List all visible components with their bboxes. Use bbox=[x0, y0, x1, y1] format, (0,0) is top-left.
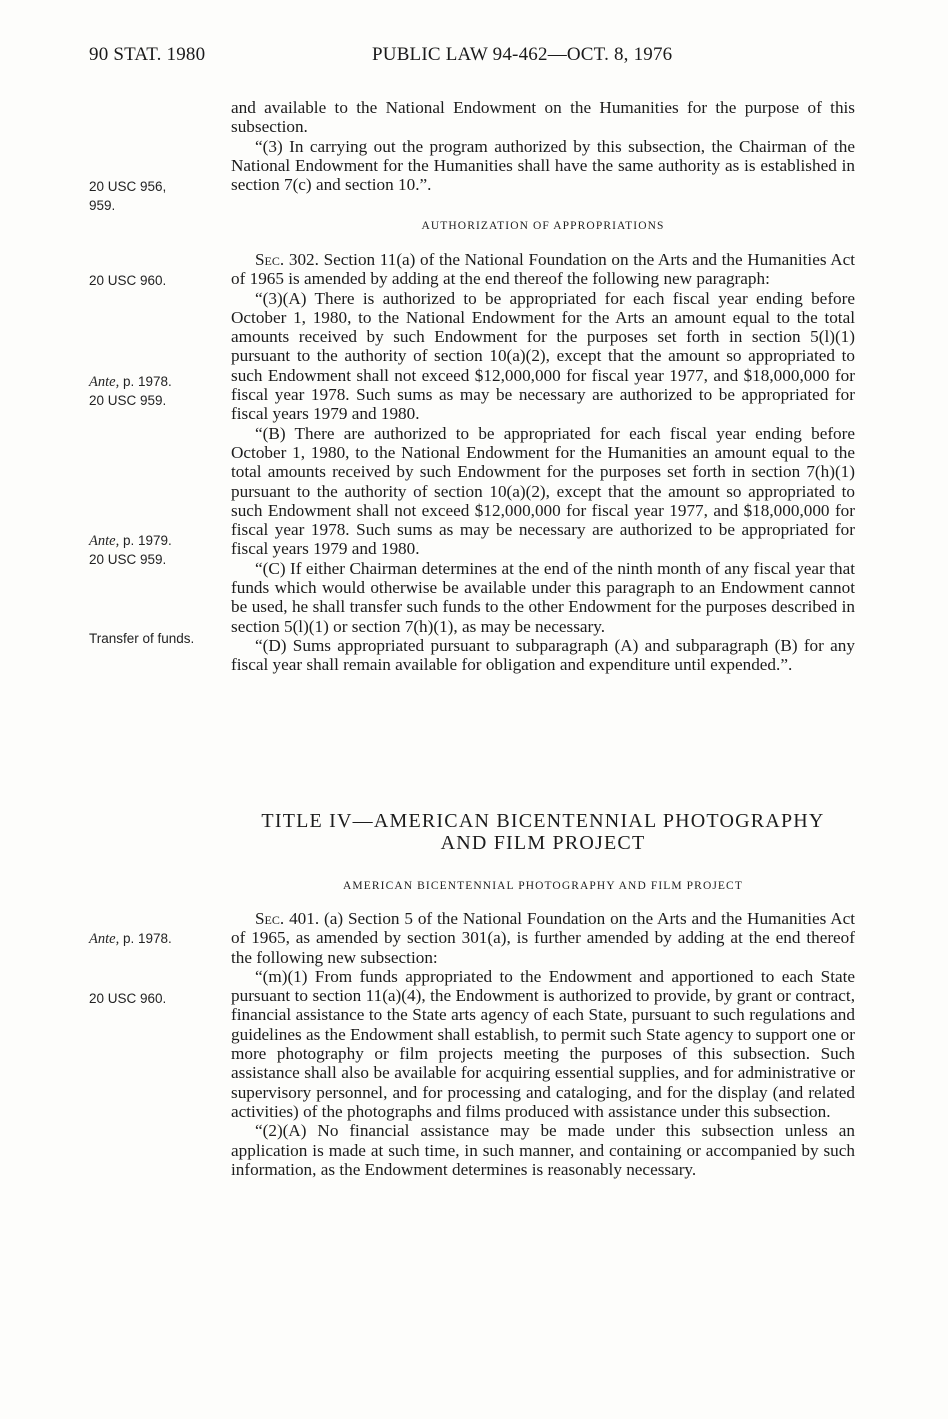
paragraph: and available to the National Endowment on the Humanities for the purpose of this subsection. bbox=[231, 98, 855, 137]
title-iv-heading: TITLE IV—AMERICAN BICENTENNIAL PHOTOGRAPHY AND FILM PROJECT bbox=[261, 810, 825, 854]
margin-note-usc-959: 20 USC 959. bbox=[89, 393, 167, 408]
paragraph: “(C) If either Chairman determines at the end of the ninth month of any fiscal year that funds which would otherwise be available under this paragraph to an Endowment cannot be used, he shall transfer such funds to the other Endowment for the purposes described in section 5(l)(1) or section 7(h)(1), as may be necessary. bbox=[231, 558, 855, 636]
paragraph: “(3) In carrying out the program authorized by this subsection, the Chairman of the National Endowment for the Humanities shall have the same authority as is established in section 7(c) and section 10.”. bbox=[231, 136, 855, 195]
paragraph: “(D) Sums appropriated pursuant to subparagraph (A) and subparagraph (B) for any fiscal year shall remain available for obligation and expenditure until expended.”. bbox=[231, 635, 855, 675]
margin-note-usc-959-b: 20 USC 959. bbox=[89, 552, 167, 567]
page-header bbox=[89, 44, 849, 74]
margin-note-usc-960-b: 20 USC 960. bbox=[89, 991, 167, 1006]
margin-note-usc-960: 20 USC 960. bbox=[89, 273, 167, 288]
text-block-section-302 bbox=[231, 250, 855, 675]
paragraph: Sec. 302. Section 11(a) of the National Foundation on the Arts and the Humanities Act of 1965 is amended by adding at the end thereof the following new paragraph: bbox=[231, 250, 856, 289]
margin-note-ante-1978-b: Ante, p. 1978. bbox=[89, 931, 172, 947]
paragraph: “(m)(1) From funds appropriated to the Endowment and apportioned to each State pursuant to section 11(a)(4), the Endowment is authorized to provide, by grant or contract, financial assistance to the State arts agency of each State, pursuant to such regulations and guidelines as the Endowment shall establish, to permit such State agency to support one or more photography or film projects meeting the purposes of this subsection. Such assistance shall also be available for acquiring essential supplies, and for administrative or supervisory personnel, and for processing and cataloging, and for the display (and related activities) of the photographs and films produced with assistance under this subsection. bbox=[231, 966, 855, 1121]
text-block-section-3 bbox=[231, 98, 855, 194]
paragraph: “(2)(A) No financial assistance may be made under this subsection unless an application is made at such time, in such manner, and containing or accompanied by such information, as the Endowment determines is reasonably necessary. bbox=[231, 1121, 855, 1179]
section-label: Sec. bbox=[255, 909, 285, 928]
paragraph: “(3)(A) There is authorized to be appropriated for each fiscal year ending before October 1, 1980, to the National Endowment for the Arts an amount equal to the total amounts received by such Endowment for the purposes set forth in section 5(l)(1) pursuant to the authority of section 10(a)(2), except that the amount so appropriated to such Endowment shall not exceed $12,000,000 for fiscal year 1977, and $18,000,000 for fiscal year 1978. Such sums as may be necessary are authorized to be appropriated for fiscal years 1979 and 1980. bbox=[231, 288, 855, 424]
heading-bicentennial-project: AMERICAN BICENTENNIAL PHOTOGRAPHY AND FILM PROJECT bbox=[343, 880, 743, 892]
statute-page-number: 90 STAT. 1980 bbox=[89, 44, 206, 65]
section-label: Sec. bbox=[255, 250, 285, 269]
text-block-section-401 bbox=[231, 909, 855, 1179]
margin-note-usc-956: 20 USC 956, 959. bbox=[89, 179, 167, 213]
public-law-title: PUBLIC LAW 94-462—OCT. 8, 1976 bbox=[372, 44, 673, 65]
heading-authorization: AUTHORIZATION OF APPROPRIATIONS bbox=[421, 220, 665, 232]
margin-note-ante-1979: Ante, p. 1979. bbox=[89, 533, 172, 549]
margin-note-ante-1978: Ante, p. 1978. bbox=[89, 374, 172, 390]
margin-note-transfer-of-funds: Transfer of funds. bbox=[89, 631, 195, 646]
paragraph: Sec. 401. (a) Section 5 of the National Foundation on the Arts and the Humanities Act of 1965, as amended by section 301(a), is further amended by adding at the end thereof the following new subsection: bbox=[231, 909, 856, 967]
paragraph: “(B) There are authorized to be appropriated for each fiscal year ending before October 1, 1980, to the National Endowment for the Humanities an amount equal to the total amounts received by such Endowment for the purposes set forth in section 7(h)(1) pursuant to the authority of section 10(a)(2), except that the amount so appropriated to such Endowment shall not exceed $12,000,000 for fiscal year 1977, and $18,000,000 for fiscal year 1978. Such sums as may be necessary are authorized to be appropriated for fiscal years 1979 and 1980. bbox=[231, 423, 855, 559]
